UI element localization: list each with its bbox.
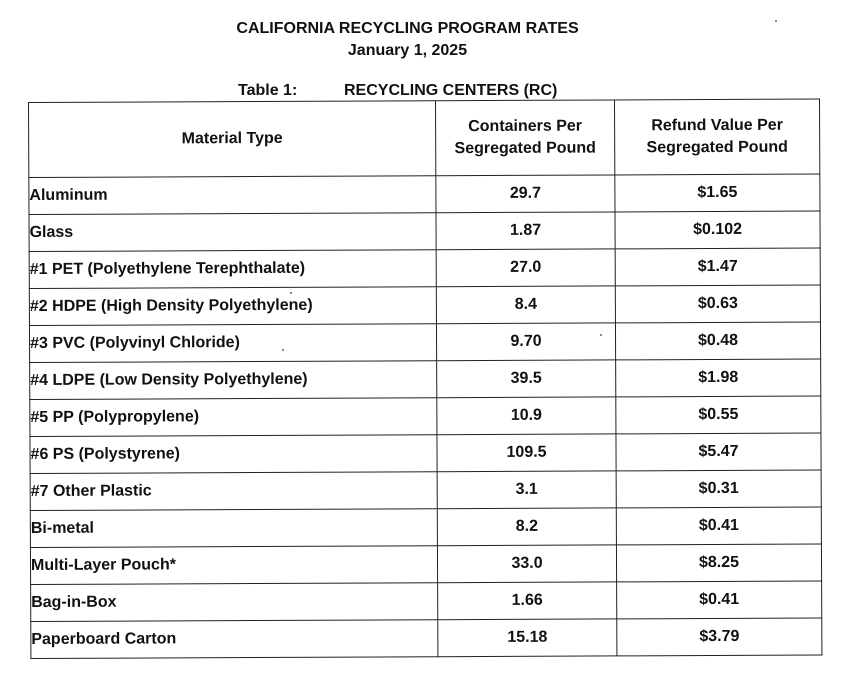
table-row — [30, 396, 821, 436]
table-number: Table 1: — [238, 82, 298, 99]
table-row — [30, 359, 821, 399]
table-row — [30, 433, 821, 473]
material-cell: #4 LDPE (Low Density Polyethylene) — [30, 361, 437, 400]
refund-cell: $0.48 — [615, 322, 820, 360]
table-row — [30, 507, 821, 547]
column-header-containers — [435, 100, 614, 176]
containers-cell: 9.70 — [436, 323, 615, 361]
refund-cell: $1.98 — [616, 359, 821, 397]
table-row — [30, 544, 821, 584]
document-title: CALIFORNIA RECYCLING PROGRAM RATES — [236, 20, 579, 37]
refund-cell: $3.79 — [617, 618, 822, 656]
refund-cell: $0.41 — [617, 581, 822, 619]
refund-cell: $0.63 — [615, 285, 820, 323]
table-row — [29, 248, 820, 288]
refund-cell: $0.41 — [616, 507, 821, 545]
scan-speck — [290, 292, 292, 294]
containers-cell: 29.7 — [436, 175, 615, 213]
table-header-row — [29, 99, 820, 177]
table-row — [31, 581, 822, 621]
document-date: January 1, 2025 — [347, 42, 468, 59]
material-cell: Multi-Layer Pouch* — [30, 546, 437, 585]
scan-speck — [775, 20, 777, 22]
containers-cell: 27.0 — [436, 249, 615, 287]
table-row — [30, 470, 821, 510]
scan-speck — [282, 349, 284, 351]
material-cell: #7 Other Plastic — [30, 472, 437, 511]
table-name: RECYCLING CENTERS (RC) — [344, 82, 558, 99]
refund-cell: $0.55 — [616, 396, 821, 434]
material-cell: Bi-metal — [30, 509, 437, 548]
refund-cell: $0.31 — [616, 470, 821, 508]
refund-cell: $5.47 — [616, 433, 821, 471]
table-caption — [238, 82, 557, 100]
containers-cell: 10.9 — [437, 397, 616, 435]
containers-cell: 109.5 — [437, 434, 616, 472]
material-cell: #2 HDPE (High Density Polyethylene) — [29, 287, 436, 326]
containers-cell: 3.1 — [437, 471, 616, 509]
table-row — [29, 211, 820, 251]
rates-table — [28, 99, 822, 659]
material-cell: #5 PP (Polypropylene) — [30, 398, 437, 437]
table-row — [29, 174, 820, 214]
refund-cell: $8.25 — [616, 544, 821, 582]
material-cell: Paperboard Carton — [31, 620, 438, 659]
material-cell: #6 PS (Polystyrene) — [30, 435, 437, 474]
scan-speck — [600, 334, 602, 336]
material-cell: Aluminum — [29, 176, 436, 215]
column-header-refund — [614, 99, 819, 175]
column-header-containers-text: Containers Per Segregated Pound — [454, 117, 596, 158]
material-cell: Glass — [29, 213, 436, 252]
table-row — [29, 322, 820, 362]
containers-cell: 1.87 — [436, 212, 615, 250]
containers-cell: 8.2 — [437, 508, 616, 546]
refund-cell: $1.65 — [615, 174, 820, 212]
material-cell: Bag-in-Box — [31, 583, 438, 622]
containers-cell: 15.18 — [438, 619, 617, 657]
column-header-refund-text: Refund Value Per Segregated Pound — [646, 116, 788, 157]
containers-cell: 39.5 — [437, 360, 616, 398]
containers-cell: 8.4 — [436, 286, 615, 324]
containers-cell: 1.66 — [438, 582, 617, 620]
refund-cell: $0.102 — [615, 211, 820, 249]
material-cell: #1 PET (Polyethylene Terephthalate) — [29, 250, 436, 289]
column-header-material: Material Type — [29, 101, 436, 178]
table-row — [31, 618, 822, 658]
containers-cell: 33.0 — [437, 545, 616, 583]
table-row — [29, 285, 820, 325]
material-cell: #3 PVC (Polyvinyl Chloride) — [29, 324, 436, 363]
refund-cell: $1.47 — [615, 248, 820, 286]
